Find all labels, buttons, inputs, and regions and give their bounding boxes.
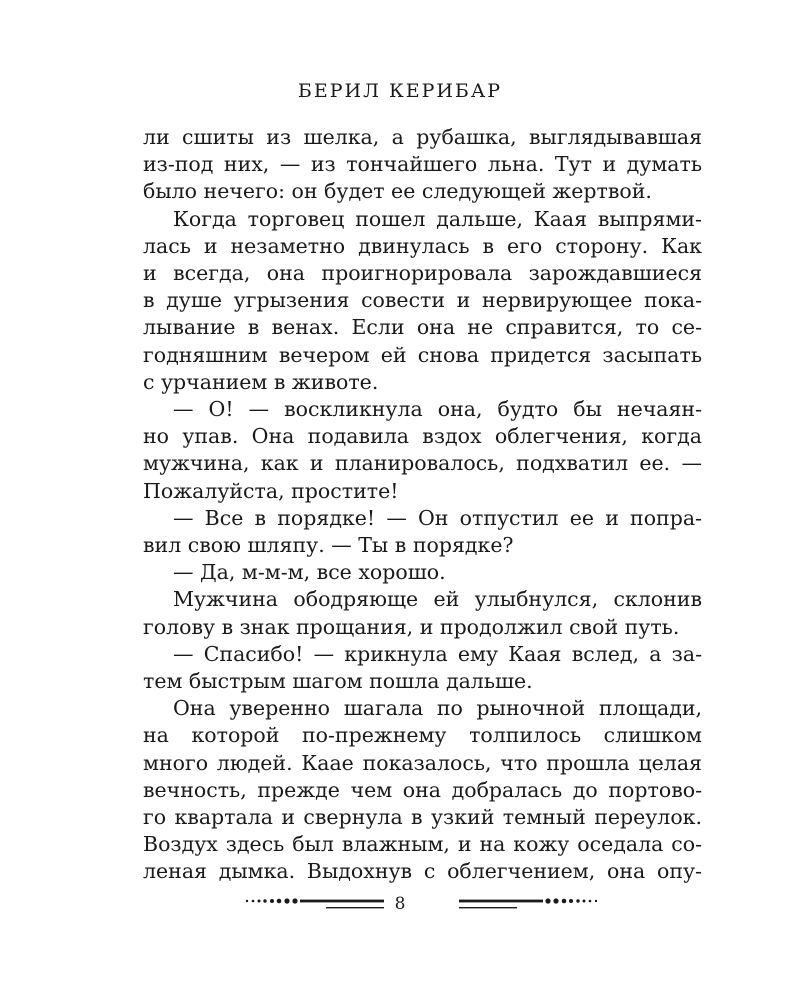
text-line: мужчина, как и планировалось, подхватил ее. — xyxy=(143,451,702,476)
text-line: годняшним вечером ей снова придется засыпать xyxy=(143,342,702,367)
text-line: и всегда, она проигнорировала зарождавшиеся xyxy=(143,261,702,286)
text-line: го квартала и свернула в узкий темный переулок. xyxy=(143,805,702,830)
text-line: из-под них, — из тончайшего льна. Тут и думать xyxy=(143,152,702,177)
text-line: Когда торговец пошел дальше, Каая выпрями- xyxy=(173,206,702,231)
text-line: на которой по-прежнему толпилось слишком xyxy=(143,723,702,748)
text-line: — Спасибо! — крикнула ему Каая вслед, а за- xyxy=(173,641,702,666)
text-line: с урчанием в животе. xyxy=(143,369,379,394)
footer-ornament-right-icon xyxy=(457,893,599,917)
text-line: было нечего: он будет ее следующей жертвой. xyxy=(143,179,652,204)
text-line: Пожалуйста, простите! xyxy=(143,478,399,503)
page-number: 8 xyxy=(394,894,406,914)
page-footer xyxy=(0,893,800,923)
footer-ornament-left-icon xyxy=(244,893,386,917)
text-line: тем быстрым шагом пошла дальше. xyxy=(143,669,533,694)
text-line: голову в знак прощания, и продолжил свой путь. xyxy=(143,614,680,639)
body-text xyxy=(143,124,702,886)
text-line: лась и незаметно двинулась в его сторону. Как xyxy=(143,233,702,258)
text-line: Воздух здесь был влажным, и на кожу оседала со- xyxy=(143,832,702,857)
text-line: — Все в порядке! — Он отпустил ее и попра- xyxy=(173,505,702,530)
running-header: БЕРИЛ КЕРИБАР xyxy=(297,80,503,102)
text-line: Мужчина ободряюще ей улыбнулся, склонив xyxy=(173,587,702,612)
text-line: вечность, прежде чем она добралась до портово- xyxy=(143,777,702,802)
text-line: в душе угрызения совести и нервирующее пока- xyxy=(143,288,702,313)
text-line: — Да, м-м-м, все хорошо. xyxy=(173,560,446,585)
text-line: но упав. Она подавила вздох облегчения, когда xyxy=(143,424,702,449)
text-line: ли сшиты из шелка, а рубашка, выглядывавшая xyxy=(143,125,702,149)
text-line: Она уверенно шагала по рыночной площади, xyxy=(173,696,702,721)
text-line: — О! — воскликнула она, будто бы нечаян- xyxy=(173,397,702,422)
text-line: лывание в венах. Если она не справится, то се- xyxy=(143,315,702,340)
text-line: много людей. Каае показалось, что прошла целая xyxy=(143,750,702,775)
text-line: леная дымка. Выдохнув с облегчением, она опу- xyxy=(143,859,702,884)
text-line: вил свою шляпу. — Ты в порядке? xyxy=(143,533,514,558)
